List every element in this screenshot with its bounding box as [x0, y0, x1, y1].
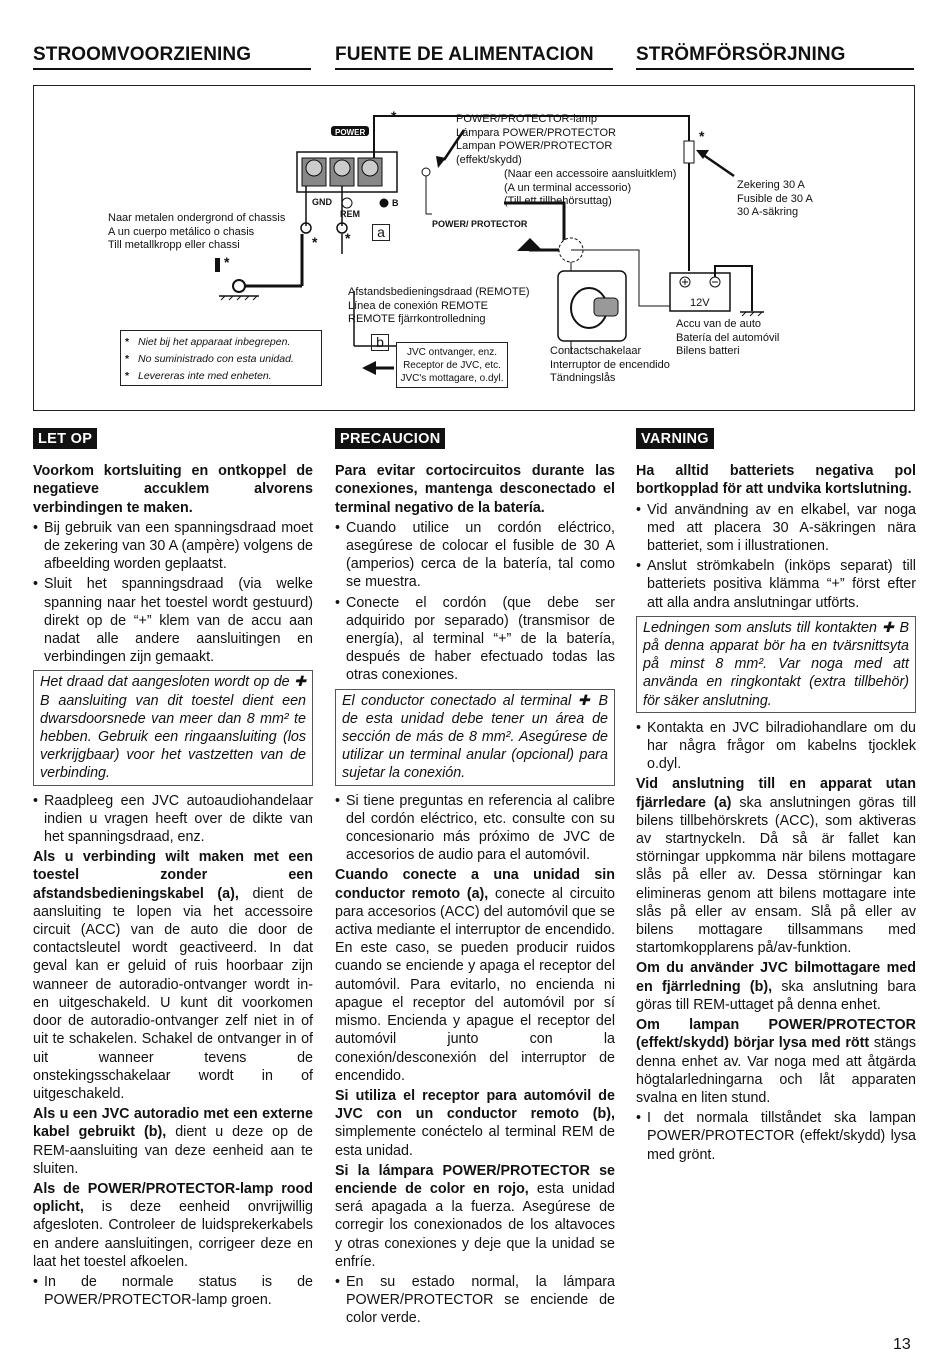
wiring-diagram: [33, 85, 915, 411]
section-heading-sv: STRÖMFÖRSÖRJNING: [636, 44, 914, 70]
paragraph: Si la lámpara POWER/PROTECTOR se enciende de color en rojo, esta unidad será apagada a la fuerza. Asegúrese de corregir los conexionados de los altavoces y otras conexiones y deje que la unidad se enfríe.: [335, 1162, 615, 1270]
caution-tag: PRECAUCION: [335, 428, 445, 449]
not-supplied-notes: * Niet bij het apparaat inbegrepen. * No suministrado con esta unidad. * Levereras inte med enheten.: [120, 330, 322, 386]
chassis-label: Naar metalen ondergrond of chassis A un cuerpo metálico o chasis Till metallkropp eller chassi: [108, 212, 286, 251]
wire-gauge-note: Ledningen som ansluts till kontakten ✚ B på denna apparat bör ha en tvärsnittsyta på minst 8 mm². Var noga med att använda en ringkontakt (extra tillbehör) för säker anslutning.: [636, 616, 916, 713]
section-heading-nl: STROOMVOORZIENING: [33, 44, 311, 70]
list-item: • Si tiene preguntas en referencia al calibre del cordón eléctrico, etc. consulte con su concesionario más próximo de JVC de accesorios de audio para el automóvil.: [335, 792, 615, 865]
list-item: • Conecte el cordón (que debe ser adquirido por separado) (transmisor de energía), al terminal “+” de la batería, después de haber efectuado todas las otras conexiones.: [335, 594, 615, 685]
page-number: 13: [893, 1336, 911, 1353]
battery-voltage: 12V: [690, 297, 710, 309]
caution-tag: VARNING: [636, 428, 714, 449]
power-indicator-label: POWER: [335, 128, 366, 137]
star-marker: *: [699, 128, 705, 144]
paragraph: Cuando conecte a una unidad sin conductor remoto (a), conecte al circuito para accesorios (ACC) del automóvil que se activa mediante el interruptor de encendido. En este caso, se pueden producir ruidos cuando se enciende y apaga el receptor del automóvil. Para evitarlo, no encienda ni apague el receptor del automóvil por sí mismo. Encienda y apague el receptor del automóvil junto con la conexión/desconexión del interruptor de encendido.: [335, 867, 615, 1084]
list-item: • Sluit het spanningsdraad (via welke spanning naar het toestel wordt gestuurd) direkt op de “+” klem van de accu aan nadat alle andere aansluitingen en verbindingen zijn gemaakt.: [33, 575, 313, 666]
connection-a-marker: a: [372, 224, 390, 241]
list-item: • En su estado normal, la lámpara POWER/PROTECTOR se enciende de color verde.: [335, 1273, 615, 1328]
star-marker: *: [224, 254, 230, 270]
star-marker: *: [312, 234, 318, 250]
connection-b-marker: b: [371, 334, 389, 351]
list-item: • I det normala tillståndet ska lampan POWER/PROTECTOR (effekt/skydd) lysa med grönt.: [636, 1109, 916, 1164]
b-terminal-label: B: [392, 198, 399, 208]
list-item: • Bij gebruik van een spanningsdraad moet de zekering van 30 A (ampère) volgens de afbeelding worden geplaatst.: [33, 519, 313, 574]
list-item: • Raadpleeg een JVC autoaudiohandelaar indien u vragen heeft over de dikte van het spanningsdraad, enz.: [33, 792, 313, 847]
rem-terminal-label: REM: [340, 209, 360, 219]
lead-warning: Voorkom kortsluiting en ontkoppel de negatieve accuklem alvorens verbindingen te maken.: [33, 463, 313, 516]
fuse-label: Zekering 30 A Fusible de 30 A 30 A-säkring: [737, 179, 813, 218]
list-item: • In de normale status is de POWER/PROTECTOR-lamp groen.: [33, 1273, 313, 1309]
jvc-receiver-box: JVC ontvanger, enz. Receptor de JVC, etc. JVC's mottagare, o.dyl.: [396, 342, 508, 388]
section-heading-es: FUENTE DE ALIMENTACION: [335, 44, 613, 70]
wire-gauge-note: Het draad dat aangesloten wordt op de ✚ B aansluiting van dit toestel dient een dwarsdoorsnede van meer dan 8 mm² te hebben. Gebruik een ringaansluiting (los verkrijgbaar) voor het vastzetten van de verbinding.: [33, 670, 313, 785]
lamp-label: POWER/PROTECTOR-lamp Lámpara POWER/PROTECTOR Lampan POWER/PROTECTOR (effekt/skydd): [456, 113, 616, 166]
list-item: • Kontakta en JVC bilradiohandlare om du har några frågor om kabelns tjocklek o.dyl.: [636, 719, 916, 774]
accessory-label: (Naar een accessoire aansluitklem) (A un terminal accessorio) (Till ett tillbehörsuttag): [504, 168, 677, 207]
list-item: • Cuando utilice un cordón eléctrico, asegúrese de colocar el fusible de 30 A (amperios) cerca de la batería, tal como se muestra.: [335, 519, 615, 592]
star-marker: *: [345, 230, 351, 246]
paragraph: Als de POWER/PROTECTOR-lamp rood oplicht, is deze eenheid onvrijwillig afgesloten. Controleer de luidsprekerkabels en andere aansluitingen, corrigeer deze en laat het toestel afkoelen.: [33, 1180, 313, 1270]
caution-tag: LET OP: [33, 428, 97, 449]
lead-warning: Ha alltid batteriets negativa pol bortkopplad för att undvika kortslutning.: [636, 463, 916, 498]
paragraph: Om lampan POWER/PROTECTOR (effekt/skydd) börjar lysa med rött stängs denna enhet av. Var noga med att åtgärda högtalarledningarna och låt apparaten svalna en liten stund.: [636, 1017, 916, 1106]
paragraph: Om du använder JVC bilmottagare med en fjärrledning (b), ska anslutning bara göras till REM-uttaget på denna enhet.: [636, 960, 916, 1013]
paragraph: Si utiliza el receptor para automóvil de JVC con un conductor remoto (b), simplemente conéctelo al terminal REM de esta unidad.: [335, 1087, 615, 1159]
list-item: • Vid användning av en elkabel, var noga med att placera 30 A-säkringen nära batteriet, som i illustrationen.: [636, 501, 916, 556]
lead-warning: Para evitar cortocircuitos durante las conexiones, mantenga desconectado el terminal negativo de la batería.: [335, 463, 615, 516]
column-dutch: [33, 428, 313, 1311]
star-marker: *: [391, 108, 397, 124]
column-swedish: [636, 428, 916, 1166]
ignition-label: Contactschakelaar Interruptor de encendido Tändningslås: [550, 345, 670, 384]
battery-label: Accu van de auto Batería del automóvil Bilens batteri: [676, 318, 780, 357]
power-protector-label: POWER/ PROTECTOR: [432, 219, 528, 229]
column-spanish: [335, 428, 615, 1330]
gnd-terminal-label: GND: [312, 197, 332, 207]
remote-lead-label: Afstandsbedieningsdraad (REMOTE) Línea de conexión REMOTE REMOTE fjärrkontrolledning: [348, 286, 530, 325]
wire-gauge-note: El conductor conectado al terminal ✚ B de esta unidad debe tener un área de sección de más de 8 mm². Asegúrese de utilizar un terminal anular (opcional) para sujetar la conexión.: [335, 689, 615, 786]
list-item: • Anslut strömkabeln (inköps separat) till batteriets positiva klämma “+” först efter att alla andra anslutningar utförts.: [636, 557, 916, 612]
paragraph: Als u een JVC autoradio met een externe kabel gebruikt (b), dient u deze op de REM-aansluiting van deze eenheid aan te sluiten.: [33, 1106, 313, 1177]
paragraph: Vid anslutning till en apparat utan fjärrledare (a) ska anslutningen göras till bilens tillbehörskrets (ACC), som aktiveras av startnyckeln. Då så är fallet kan störningar uppkomma när bilens mottagare slås på eller av. Dessa störningar kan elimineras genom att bilens mottagare inte slås på eller av ensam. Slå på eller av bilens mottagare tillsammans med startomkopplarens på/av-funktion.: [636, 776, 916, 957]
paragraph: Als u verbinding wilt maken met een toestel zonder een afstandsbedieningskabel (a), dient de aansluiting te lopen via het accessoire circuit (ACC) van de auto die door de contactsleutel wordt geactiveerd. In dat geval kan er geluid of ruis hoorbaar zijn wanneer de autoradio-ontvanger wordt in- en uitgeschakeld. U kunt dit voorkomen door de autoradio-ontvanger zelf niet in of uit te schakelen. Schakel de ontvanger in of uit wanneer tevens de onstekingsschakelaar wordt in of uitgeschakeld.: [33, 849, 313, 1102]
